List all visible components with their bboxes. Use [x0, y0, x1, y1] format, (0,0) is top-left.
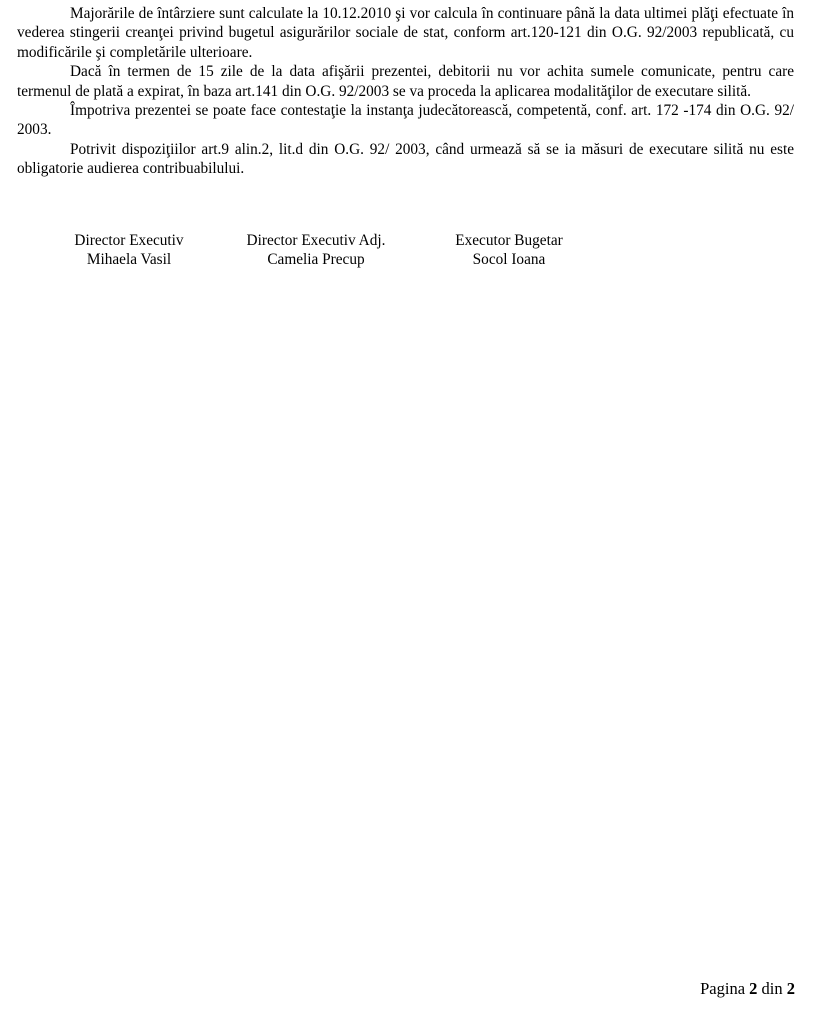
signature-name: Camelia Precup [267, 251, 365, 268]
signature-name: Mihaela Vasil [86, 251, 172, 268]
paragraph-late-penalties: Majorările de întârziere sunt calculate la 10.12.2010 şi vor calcula în continuare până la data ultimei plăţi efectuate în vederea stingerii creanţei privind bugetul asigurărilor sociale de stat, conform art.120-121 din O.G. 92/2003 republicată, cu modificările şi completările ulterioare. [17, 5, 794, 61]
signature-name: Socol Ioana [472, 251, 546, 268]
document-body [17, 4, 794, 179]
paragraph-hearing-provisions: Potrivit dispoziţiilor art.9 alin.2, lit.d din O.G. 92/ 2003, când urmează să se ia măsuri de executare silită nu este obligatorie audierea contribuabilului. [17, 140, 794, 178]
page-label: Pagina [700, 979, 746, 998]
signature-title: Director Executiv Adj. [246, 232, 386, 249]
signature-deputy-executive-director [232, 231, 400, 269]
paragraph-payment-deadline: Dacă în termen de 15 zile de la data afişării prezentei, debitorii nu vor achita sumele comunicate, pentru care termenul de plată a expirat, în baza art.141 din O.G. 92/2003 se va proceda la aplicarea modalităţilor de executare silită. [17, 63, 794, 100]
signature-budget-executor [440, 231, 578, 269]
page-number [700, 979, 795, 999]
signature-title: Director Executiv [74, 232, 184, 249]
signature-executive-director [60, 231, 198, 269]
page-separator: din [761, 979, 783, 998]
paragraph-contestation: Împotriva prezentei se poate face contestaţie la instanţa judecătorească, competentă, conf. art. 172 -174 din O.G. 92/ 2003. [17, 102, 794, 139]
current-page-number: 2 [749, 979, 758, 998]
signature-title: Executor Bugetar [455, 232, 563, 249]
total-page-count: 2 [786, 979, 795, 998]
